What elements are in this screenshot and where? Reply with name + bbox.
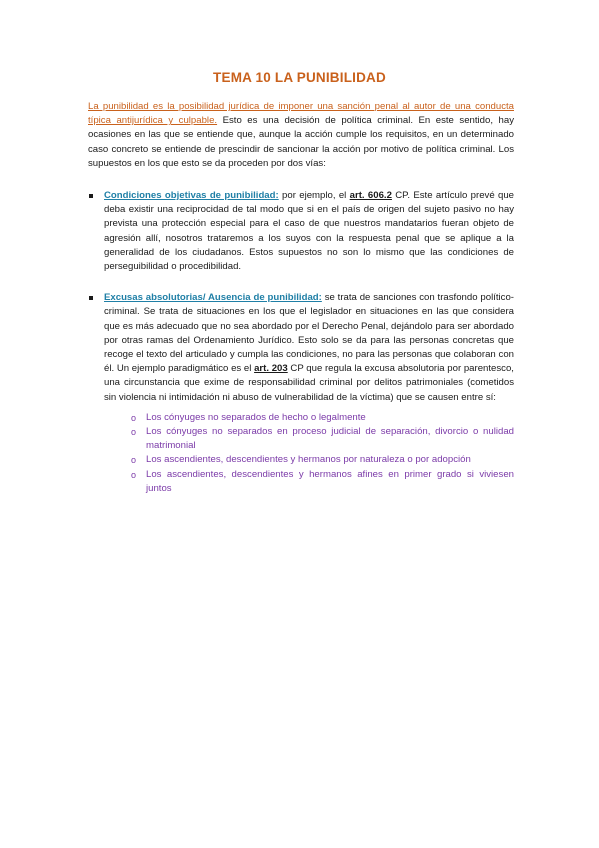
intro-definition: La punibilidad es la posibilidad jurídica de imponer una sanción penal al autor de una conducta típica antijurídica y culpable. (88, 101, 514, 127)
sub-list-item (104, 453, 514, 467)
bullet-list (88, 189, 514, 496)
document-body (88, 100, 514, 513)
sub-list-item (104, 425, 514, 453)
article-reference: art. 203 (254, 363, 288, 375)
sub-list (104, 411, 514, 496)
sub-item-text: Los cónyuges no separados de hecho o legalmente (146, 411, 366, 423)
intro-text: Esto es una decisión de política criminal. En este sentido, hay ocasiones en las que se entiende que, aunque la acción cumple los requisitos, en un determinado caso concreto se entiende de prescindir de sancionar la acción por motivo de política criminal. Los supuestos en los que esto se da proceden por dos vías: (88, 115, 514, 169)
sub-item-text: Los ascendientes, descendientes y hermanos afines en primer grado si viviesen juntos (146, 468, 514, 494)
page-title: TEMA 10 LA PUNIBILIDAD (213, 70, 386, 85)
sub-list-item (104, 411, 514, 425)
square-bullet-icon (89, 194, 93, 198)
circle-bullet-icon: o (131, 412, 137, 423)
list-item (88, 189, 514, 274)
bullet-text: CP que regula la excusa absolutoria por parentesco, una circunstancia que exime de responsabilidad criminal por delitos patrimoniales (cometidos sin violencia ni intimidación ni abuso de vulnerabilidad de la víctima) que se causen entre sí: (104, 363, 514, 403)
bullet-text: CP. Este artículo prevé que deba existir una reciprocidad de tal modo que si en el país de origen del sujeto pasivo no hay prevista una protección especial para el caso de que nuestros mandatarios fueran objeto de agresión allí, nosotros trataremos a los suyos con la respuesta penal que se aplique a la generalidad de los ciudadanos. Estos supuestos no son lo mismo que las condiciones de perseguibilidad o procedibilidad. (104, 190, 515, 273)
article-reference: art. 606.2 (349, 190, 392, 202)
intro-paragraph (88, 100, 514, 171)
square-bullet-icon (89, 296, 93, 300)
sub-list-item (104, 468, 514, 496)
bullet-text: por ejemplo, el (278, 190, 350, 202)
bullet-heading: Condiciones objetivas de punibilidad: (104, 190, 279, 202)
circle-bullet-icon: o (131, 427, 137, 438)
sub-item-text: Los cónyuges no separados en proceso judicial de separación, divorcio o nulidad matrimonial (146, 426, 514, 452)
bullet-heading: Excusas absolutorias/ Ausencia de punibilidad: (104, 292, 322, 304)
circle-bullet-icon: o (131, 469, 137, 480)
sub-item-text: Los ascendientes, descendientes y hermanos por naturaleza o por adopción (146, 454, 471, 466)
bullet-text: se trata de sanciones con trasfondo político-criminal. Se trata de situaciones en los que el legislador en situaciones en las que considera que es más adecuado que no sea abordado por el Derecho Penal, dejándolo para ser abordado por otras ramas del Ordenamiento Jurídico. Esto solo se da para las personas concretas que recoge el texto del articulado y cumpla las condiciones, no para las personas que colaboran con él. Un ejemplo paradigmático es el (104, 292, 514, 375)
circle-bullet-icon: o (131, 455, 137, 466)
list-item (88, 291, 514, 496)
